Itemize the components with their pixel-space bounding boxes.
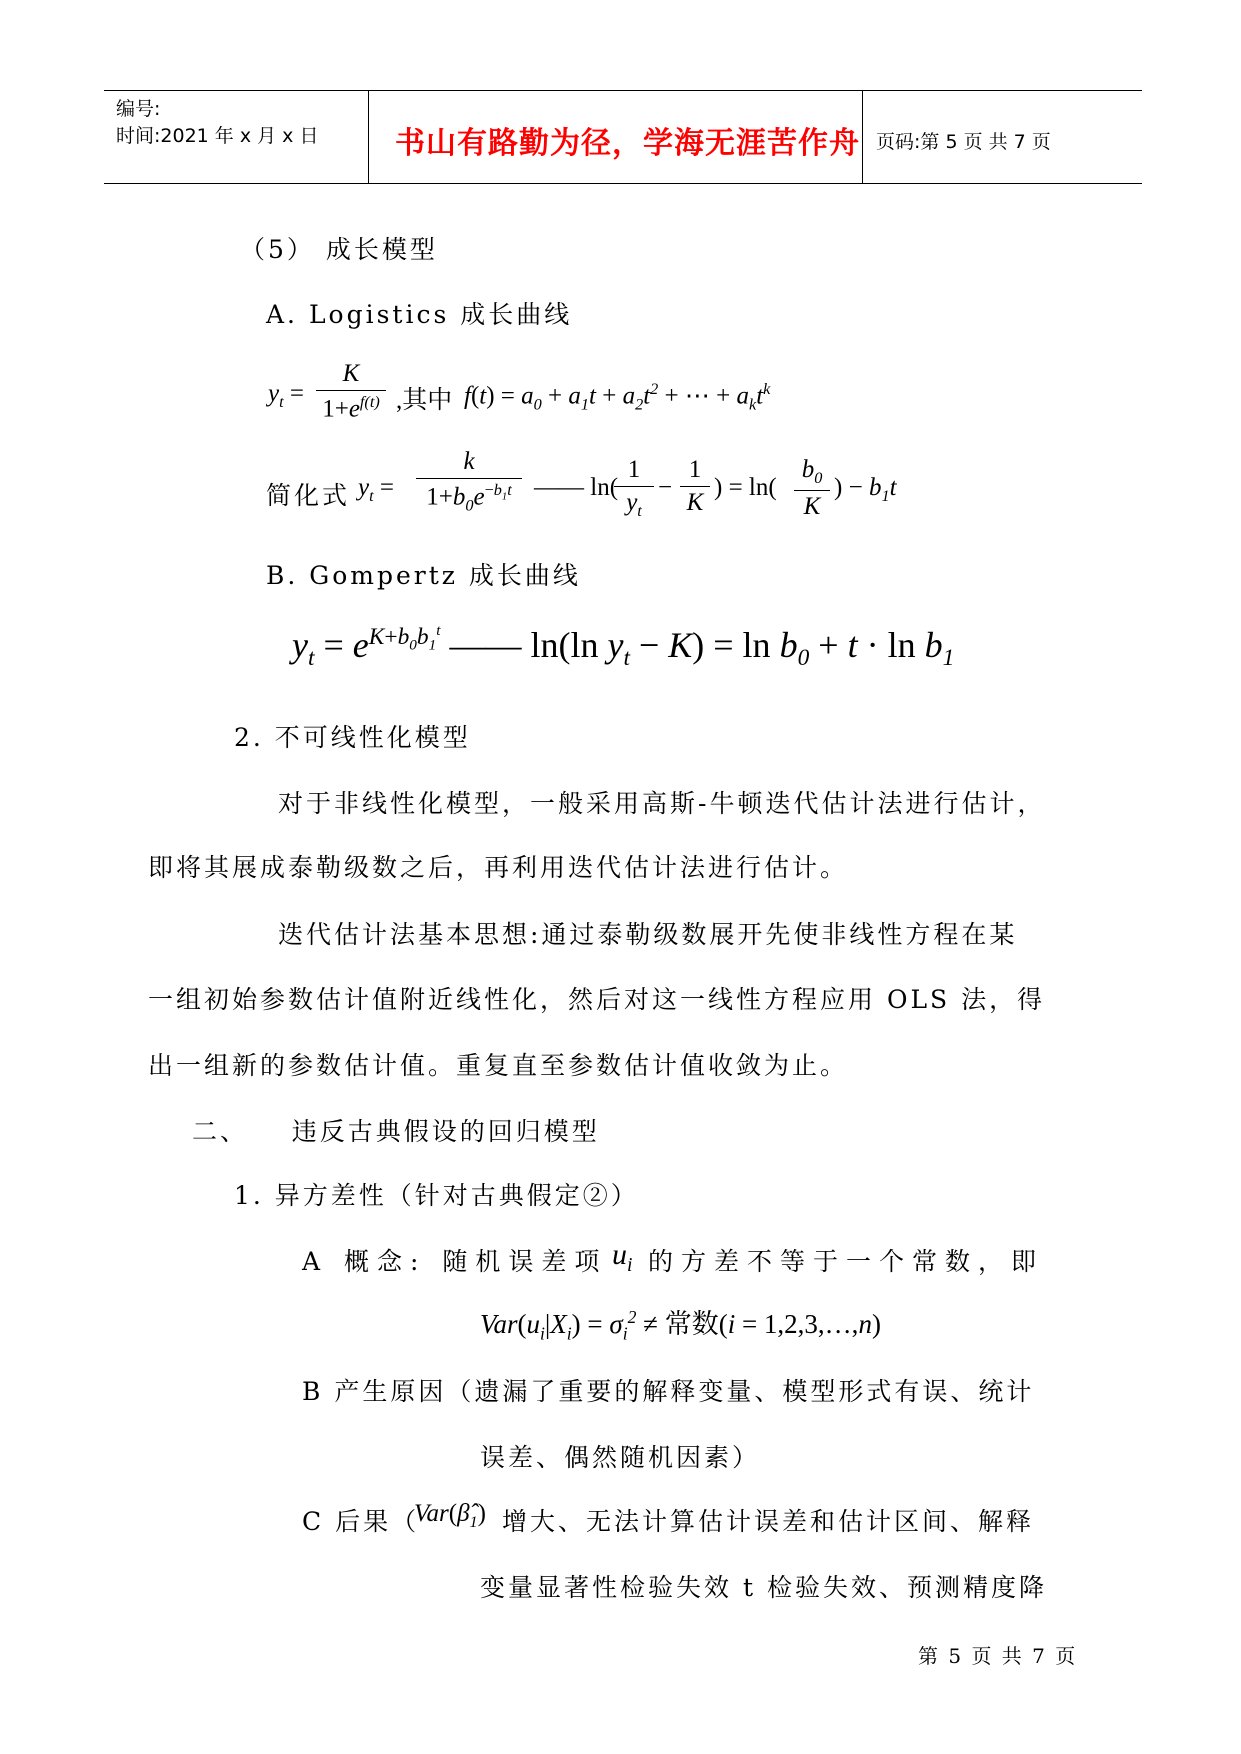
formula-var-beta: $Var(\betâ_1)$ (414, 1500, 486, 1531)
header-motto: 书山有路勤为径，学海无涯苦作舟 (395, 126, 860, 161)
paragraph-2-line-3: 出一组新的参数估计值。重复直至参数估计值收敛为止。 (148, 1051, 849, 1080)
header-page-label: 页码:第 5 页 共 7 页 (876, 131, 1051, 153)
heading-heteroscedasticity: 1. 异方差性（针对古典假定②） (234, 1181, 639, 1210)
formula-gompertz: $y_t = e^{K+b_0b_1^t}$ —— ln(ln $y_t - K) = \ln b_0 + t \cdot \ln b_1$ (292, 622, 955, 671)
section-two-heading: 二、 违反古典假设的回归模型 (192, 1117, 600, 1146)
heading-growth-model: （5） 成长模型 (240, 235, 438, 264)
causes-line-1: B 产生原因（遗漏了重要的解释变量、模型形式有误、统计 (302, 1377, 1035, 1406)
formula-logistics: $y_t$ = K $1+e^{f(t)}$ ,其中 $f(t) = a_0 + a_1t + a_2t^2$ + ⋯ + $a_kt^k$ (268, 360, 771, 423)
heading-nonlinear: 2. 不可线性化模型 (234, 723, 471, 752)
consequences-line-2: 变量显著性检验失效 t 检验失效、预测精度降 (480, 1573, 1047, 1602)
formula-variance: $Var(u_i|X_i) = \sigma_i^2$ ≠ 常数(i = 1,2,3,…,n) (480, 1307, 881, 1344)
concept-ui-symbol: $u_i$ (612, 1238, 633, 1276)
concept-line-1a: A 概念: 随机误差项 (302, 1247, 608, 1276)
paragraph-2-line-1: 迭代估计法基本思想:通过泰勒级数展开先使非线性方程在某 (278, 920, 1018, 949)
consequences-line-1a: C 后果（ (302, 1507, 420, 1536)
header-time-label: 时间:2021 年 x 月 x 日 (116, 125, 319, 147)
header-number-label: 编号: (116, 98, 161, 120)
header-divider-left (368, 91, 369, 183)
footer-page-number: 第 5 页 共 7 页 (918, 1644, 1078, 1668)
paragraph-2-line-2: 一组初始参数估计值附近线性化，然后对这一线性方程应用 OLS 法，得 (148, 985, 1046, 1014)
paragraph-1-line-1: 对于非线性化模型，一般采用高斯-牛顿迭代估计法进行估计， (278, 789, 1046, 818)
header-top-rule (104, 90, 1142, 91)
paragraph-1-line-2: 即将其展成泰勒级数之后，再利用迭代估计法进行估计。 (148, 853, 849, 882)
header-bottom-rule (104, 183, 1142, 184)
formula-where-label: ,其中 (396, 387, 453, 414)
formula-logistics-simplified: 简化式 $y_t$ = k $1+b_0e^{-b_1t}$ —— ln( 1 $y_t$ − 1 K ) = ln( $b_0$ K ) − $b_1t$ (266, 448, 897, 520)
header-divider-right (862, 91, 863, 183)
heading-logistics: A. Logistics 成长曲线 (266, 300, 573, 329)
simplified-label: 简化式 (266, 483, 351, 510)
concept-line-1b: 的方差不等于一个常数，即 (648, 1247, 1045, 1276)
causes-line-2: 误差、偶然随机因素） (480, 1443, 761, 1472)
constant-label: 常数 (664, 1309, 719, 1339)
heading-gompertz: B. Gompertz 成长曲线 (266, 561, 581, 590)
consequences-line-1b: 增大、无法计算估计误差和估计区间、解释 (502, 1507, 1035, 1536)
